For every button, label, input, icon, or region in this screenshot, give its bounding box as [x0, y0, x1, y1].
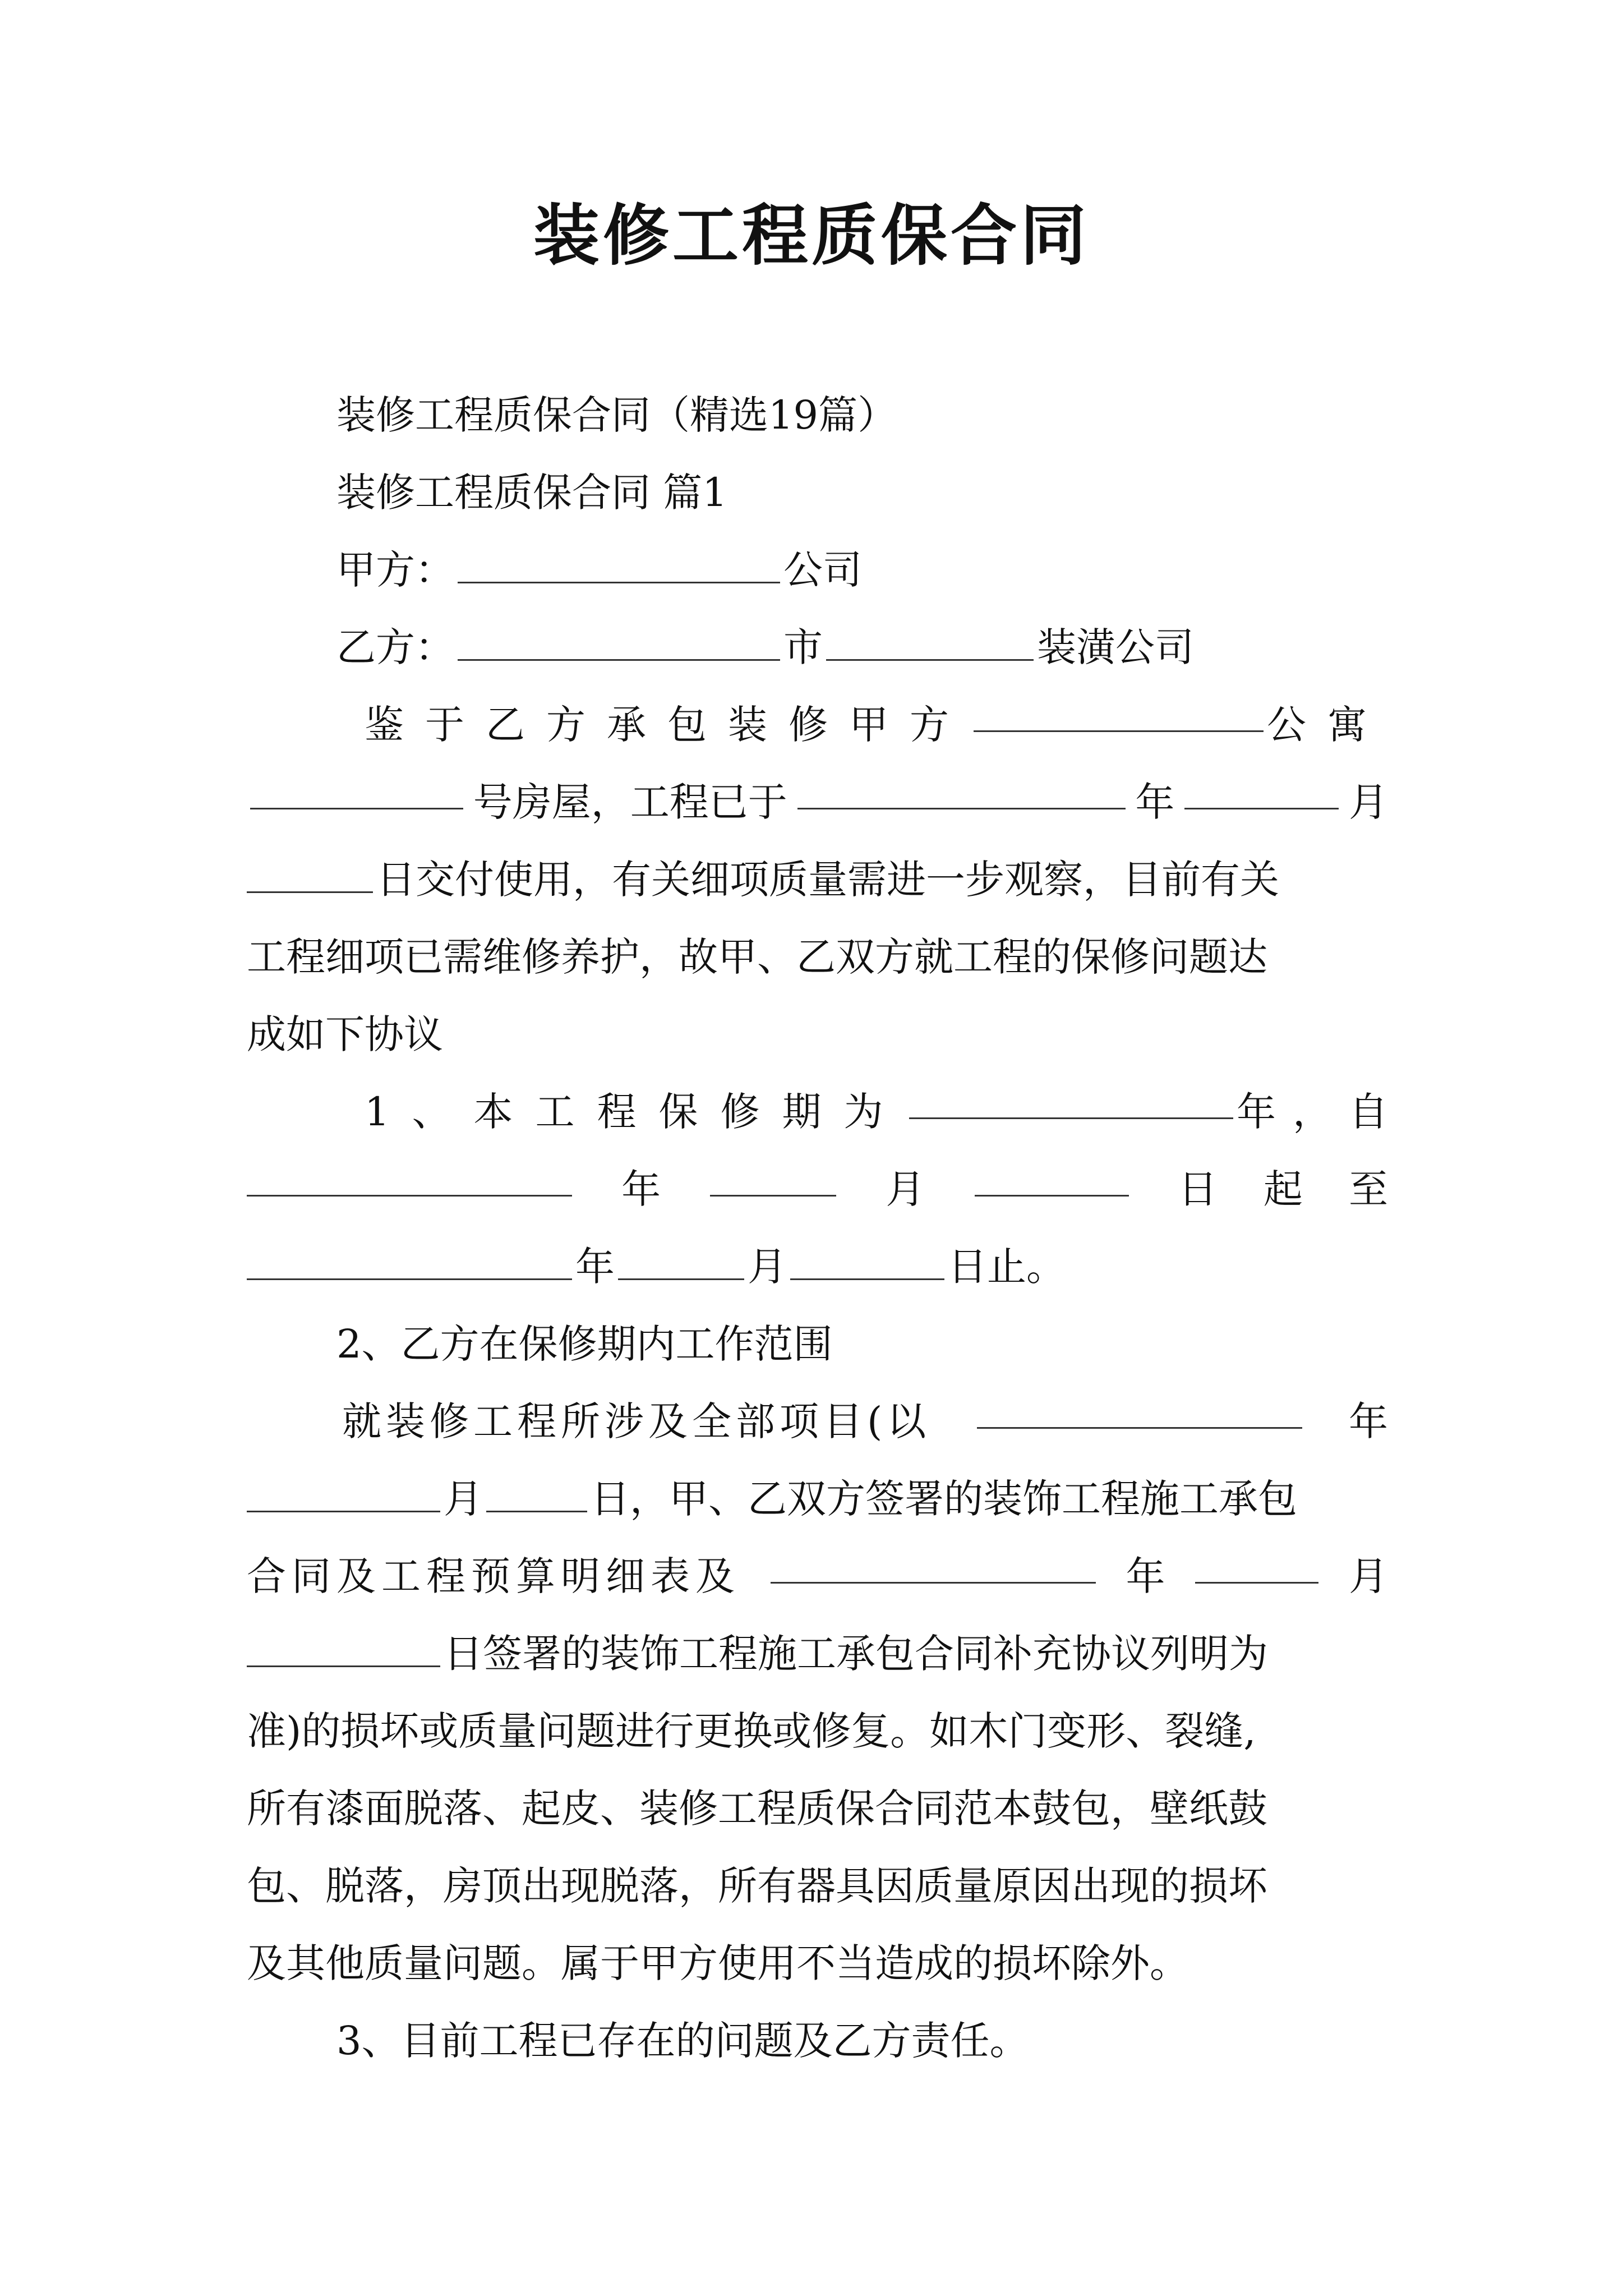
fill-in-blank: [458, 548, 780, 583]
party-b-line: [336, 619, 1194, 675]
para1-line2: [247, 774, 1388, 830]
clause1-text: 年: [621, 1166, 661, 1212]
para1-line3: [247, 852, 1279, 908]
party-a-label: 甲方：: [336, 547, 454, 593]
fill-in-blank: [1195, 1548, 1318, 1584]
fill-in-blank: [486, 1477, 587, 1512]
fill-in-blank: [771, 1548, 1096, 1584]
clause1-line2: [247, 1161, 1388, 1217]
clause1-line1: [365, 1084, 1388, 1140]
fill-in-blank: [710, 1161, 836, 1197]
para1-line5: 成如下协议: [247, 1011, 443, 1057]
clause1-text: 月: [886, 1166, 925, 1212]
fill-in-blank: [1184, 774, 1339, 809]
clause1-text: 自: [1349, 1089, 1388, 1135]
clause1-text: 年: [575, 1244, 615, 1290]
clause1-text: 年，: [1237, 1089, 1349, 1135]
clause2-line8: 及其他质量问题。属于甲方使用不当造成的损坏除外。: [247, 1940, 1189, 1986]
fill-in-blank: [826, 625, 1034, 661]
fill-in-blank: [250, 774, 463, 809]
para1-text: 公寓: [1267, 702, 1388, 748]
party-b-label: 乙方：: [336, 624, 454, 670]
fill-in-blank: [975, 1161, 1129, 1197]
clause2-text: 就装修工程所涉及全部项目(以: [342, 1398, 931, 1444]
fill-in-blank: [790, 1245, 944, 1280]
clause1-text: 月: [748, 1244, 787, 1290]
clause1-text: 1、本工程保修期为: [365, 1089, 906, 1135]
para1-line4: 工程细项已需维修养护，故甲、乙双方就工程的保修问题达: [247, 934, 1267, 980]
clause1-text: 至: [1348, 1166, 1388, 1212]
fill-in-blank: [797, 774, 1126, 809]
fill-in-blank: [977, 1393, 1302, 1429]
clause2-text: 日签署的装饰工程施工承包合同补充协议列明为: [444, 1631, 1268, 1677]
para1-text: 号房屋，工程已于: [473, 779, 787, 825]
fill-in-blank: [909, 1084, 1233, 1119]
para1-line1: [365, 697, 1388, 753]
para1-text: 鉴于乙方承包装修甲方: [365, 702, 970, 748]
clause2-text: 日，甲、乙双方签署的装饰工程施工承包: [591, 1476, 1297, 1522]
party-a-line: [336, 542, 862, 598]
clause3-heading: 3、目前工程已存在的问题及乙方责任。: [336, 2018, 1029, 2064]
party-b-mid: 市: [783, 624, 823, 670]
section-heading: 装修工程质保合同 篇1: [336, 470, 727, 516]
fill-in-blank: [458, 625, 780, 661]
clause2-line7: 包、脱落，房顶出现脱落，所有器具因质量原因出现的损坏: [247, 1863, 1267, 1909]
clause2-text: 年: [1126, 1553, 1165, 1599]
para1-text: 日交付使用，有关细项质量需进一步观察，目前有关: [376, 857, 1279, 903]
clause2-text: 月: [444, 1476, 483, 1522]
clause2-line5: 准)的损坏或质量问题进行更换或修复。如木门变形、裂缝,: [247, 1708, 1256, 1754]
clause2-heading: 2、乙方在保修期内工作范围: [336, 1321, 833, 1367]
clause2-line1: [342, 1393, 1388, 1450]
fill-in-blank: [247, 1477, 440, 1512]
fill-in-blank: [618, 1245, 744, 1280]
clause2-text: 年: [1349, 1398, 1388, 1444]
clause1-text: 日: [1178, 1166, 1218, 1212]
clause2-line2: [247, 1471, 1297, 1527]
fill-in-blank: [247, 1632, 440, 1667]
fill-in-blank: [974, 697, 1264, 732]
document-subtitle: 装修工程质保合同（精选19篇）: [336, 392, 897, 438]
document-title: 装修工程质保合同: [533, 196, 1090, 274]
clause2-text: 月: [1349, 1553, 1388, 1599]
clause2-text: 合同及工程预算明细表及: [247, 1553, 740, 1599]
fill-in-blank: [247, 858, 373, 893]
fill-in-blank: [247, 1245, 572, 1280]
clause1-text: 日止。: [948, 1244, 1066, 1290]
party-b-suffix: 装潢公司: [1037, 624, 1194, 670]
party-a-suffix: 公司: [783, 547, 862, 593]
clause2-line4: [247, 1626, 1268, 1682]
fill-in-blank: [247, 1161, 572, 1197]
clause2-line6: 所有漆面脱落、起皮、装修工程质保合同范本鼓包，壁纸鼓: [247, 1786, 1267, 1832]
clause1-line3: [247, 1239, 1066, 1295]
clause2-line3: [247, 1548, 1388, 1604]
clause1-text: 起: [1263, 1166, 1303, 1212]
para1-text: 年: [1135, 779, 1175, 825]
para1-text: 月: [1348, 779, 1388, 825]
